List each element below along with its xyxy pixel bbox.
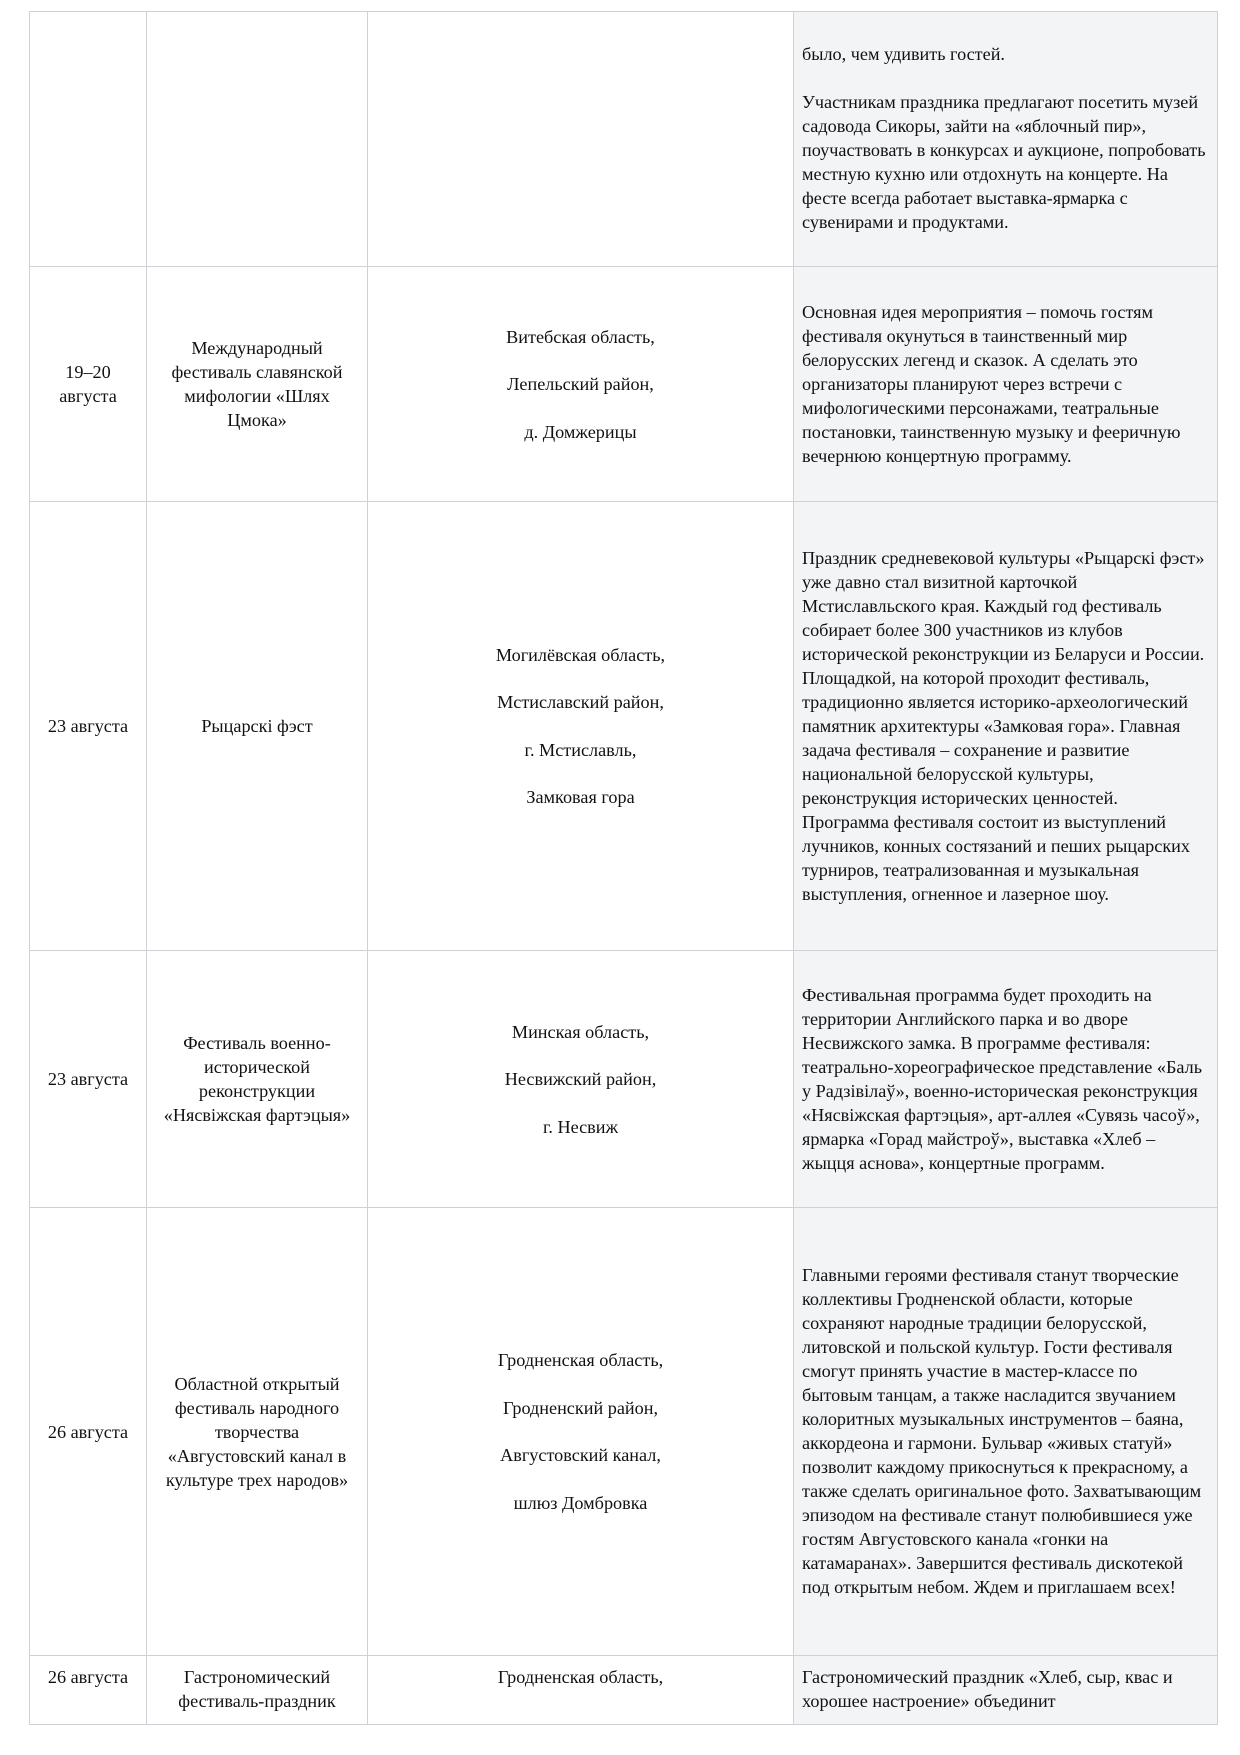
description-paragraph: было, чем удивить гостей. [802,44,1005,64]
location-line: Мстиславский район, [497,692,664,713]
table-row [30,951,1218,1208]
events-document [29,11,1217,1725]
table-row [30,1656,1218,1725]
date-cell: 23 августа [30,502,147,951]
table-row [30,267,1218,502]
location-line: Гродненская область, [497,1350,664,1371]
event-name-cell: Областной открытый фестиваль народного творчества «Августовский канал в культуре трех народов» [147,1208,368,1656]
location-line: г. Мстиславль, [524,739,637,760]
date-cell: 26 августа [30,1208,147,1656]
location-line: Замковая гора [526,787,635,808]
description-cell [794,502,1218,951]
description-cell [794,951,1218,1208]
description-paragraph: Основная идея мероприятия – помочь гостям фестиваля окунуться в таинственный мир белорусских легенд и сказок. А сделать это организаторы планируют через встречи с мифологическими персонажами, театральные постановки, таинственную музыку и фееричную вечернюю концертную программу. [802,301,1181,466]
description-cell [794,1656,1218,1725]
event-name-cell: Рыцарскі фэст [147,502,368,951]
description-paragraph: Участникам праздника предлагают посетить музей садовода Сикоры, зайти на «яблочный пир», поучаствовать в конкурсах и аукционе, попробовать местную кухню или отдохнуть на концерте. На фесте всегда работает выставка-ярмарка с сувенирами и продуктами. [802,92,1206,232]
location-cell [368,267,794,502]
description-paragraph: Праздник средневековой культуры «Рыцарскі фэст» уже давно стал визитной карточкой Мстиславльского края. Каждый год фестиваль собирает более 300 участников из клубов исторической реконструкции из Беларуси и России. Площадкой, на которой проходит фестиваль, традиционно является историко-археологический памятник архитектуры «Замковая гора». Главная задача фестиваля – сохранение и развитие национальной белорусской культуры, реконструкция исторических ценностей. Программа фестиваля состоит из выступлений лучников, конных состязаний и пеших рыцарских турниров, театрализованная и музыкальная выступления, огненное и лазерное шоу. [802,547,1205,904]
date-cell: 26 августа [30,1656,147,1725]
location-cell [368,1656,794,1725]
description-paragraph: Фестивальная программа будет проходить на территории Английского парка и во дворе Несвижского замка. В программе фестиваля: театрально-хореографическое представление «Баль у Радзівілаў», военно-историческая реконструкция «Нясвіжская фартэцыя», арт-аллея «Сувязь часоў», ярмарка «Горад майстроў», выставка «Хлеб – жыцця аснова», концертные программ. [802,984,1203,1173]
event-name-cell: Фестиваль военно-исторической реконструкции «Нясвіжская фартэцыя» [147,951,368,1208]
table-row [30,1208,1218,1656]
location-line: Минская область, [511,1021,650,1042]
description-cell [794,12,1218,267]
location-cell [368,502,794,951]
location-cell [368,1208,794,1656]
location-line: Августовский канал, [500,1445,661,1466]
location-line: Гродненская область, [497,1667,664,1687]
description-cell [794,267,1218,502]
location-line: г. Несвиж [542,1116,619,1137]
description-paragraph: Гастрономический праздник «Хлеб, сыр, квас и хорошее настроение» объединит [802,1667,1173,1711]
location-line: Витебская область, [506,326,655,347]
location-line: шлюз Домбровка [513,1492,648,1513]
location-cell [368,951,794,1208]
date-cell: 23 августа [30,951,147,1208]
description-cell [794,1208,1218,1656]
location-line: д. Домжерицы [524,421,637,442]
table-row [30,502,1218,951]
event-name-cell [147,12,368,267]
date-cell [30,12,147,267]
event-name-cell: Международный фестиваль славянской мифологии «Шлях Цмока» [147,267,368,502]
location-line: Несвижский район, [504,1069,657,1089]
table-row [30,12,1218,267]
location-cell [368,12,794,267]
location-line: Лепельский район, [507,374,654,394]
location-line: Могилёвская область, [495,644,666,665]
location-line: Гродненский район, [502,1397,659,1418]
description-paragraph: Главными героями фестиваля станут творческие коллективы Гродненской области, которые сохраняют народные традиции белорусской, литовской и польской культур. Гости фестиваля смогут принять участие в мастер-классе по бытовым танцам, а также насладится звучанием колоритных музыкальных инструментов – баяна, аккордеона и гармони. Бульвар «живых статуй» позволит каждому прикоснуться к прекрасному, а также сделать оригинальное фото. Захватывающим эпизодом на фестивале станут полюбившиеся уже гостям Августовского канала «гонки на катамаранах». Завершится фестиваль дискотекой под открытым небом. Ждем и приглашаем всех! [802,1265,1202,1597]
date-cell: 19–20 августа [30,267,147,502]
events-table [29,11,1218,1725]
event-name-cell: Гастрономический фестиваль-праздник [147,1656,368,1725]
